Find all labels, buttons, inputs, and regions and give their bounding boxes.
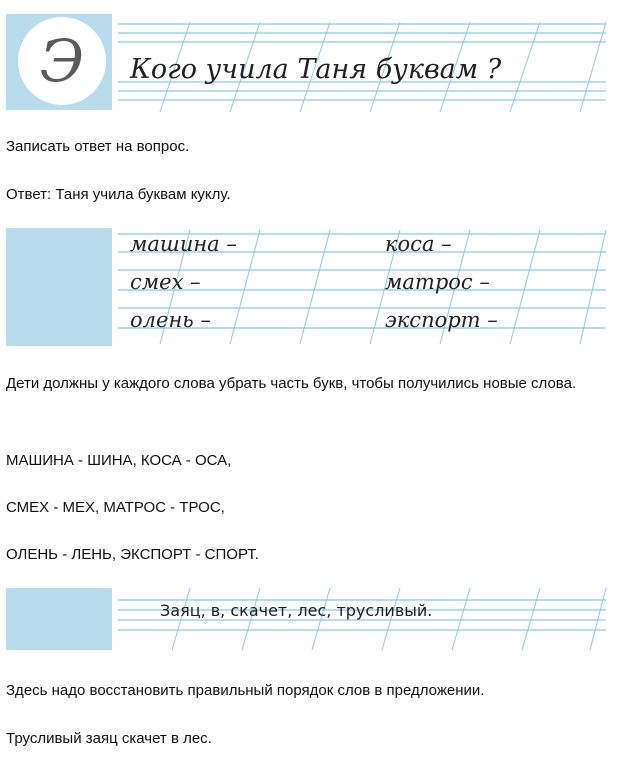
exercise-1-prompt: Кого учила Таня буквам ? xyxy=(130,54,502,85)
word-mashina: машина – xyxy=(130,232,237,256)
answer-1: Ответ: Таня учила буквам куклу. xyxy=(6,186,231,203)
word-matros: матрос – xyxy=(385,270,490,294)
exercise-1-ruling xyxy=(0,0,619,120)
letter-e-icon: Э xyxy=(39,27,85,95)
exercise-2-ruling xyxy=(0,224,619,352)
word-olen: олень – xyxy=(130,308,211,332)
exercise-3-ruling xyxy=(0,584,619,656)
word-smekh: смех – xyxy=(130,270,201,294)
answer-line-1: МАШИНА - ШИНА, КОСА - ОСА, xyxy=(6,452,232,469)
exercise-3-block xyxy=(0,584,619,656)
exercise-1-block xyxy=(0,0,619,120)
answer-3: Трусливый заяц скачет в лес. xyxy=(6,730,212,747)
answer-line-3: ОЛЕНЬ - ЛЕНЬ, ЭКСПОРТ - СПОРТ. xyxy=(6,546,259,563)
instruction-1: Записать ответ на вопрос. xyxy=(6,138,190,155)
instruction-2: Дети должны у каждого слова убрать часть букв, чтобы получились новые слова. xyxy=(6,375,577,392)
word-eksport: экспорт – xyxy=(385,308,498,332)
exercise-3-words: Заяц, в, скачет, лес, трусливый. xyxy=(160,601,433,620)
answer-line-2: СМЕХ - МЕХ, МАТРОС - ТРОС, xyxy=(6,499,225,516)
exercise-2-block xyxy=(0,224,619,352)
word-kosa: коса – xyxy=(385,232,452,256)
instruction-3: Здесь надо восстановить правильный порядок слов в предложении. xyxy=(6,682,485,699)
